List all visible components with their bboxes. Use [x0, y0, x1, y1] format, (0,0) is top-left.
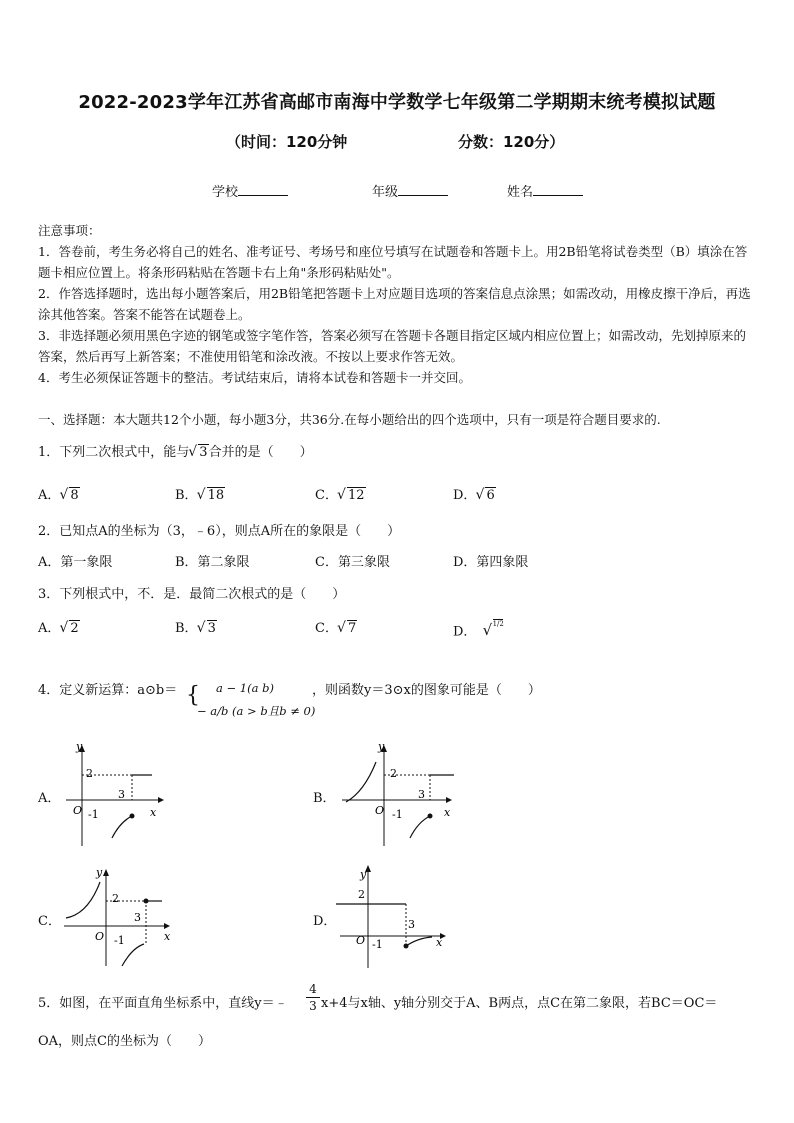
school-field: [212, 181, 288, 200]
q2-option-a[interactable]: A．第一象限: [38, 555, 113, 570]
q2-option-d[interactable]: D．第四象限: [453, 555, 529, 570]
q3-option-a[interactable]: A．√ 2: [38, 617, 80, 636]
question-5-stem-line-1b: x+4与x轴、y轴分别交于A、B两点，点C在第二象限，若BC＝OC＝: [321, 996, 718, 1011]
svg-text:x: x: [150, 806, 157, 819]
svg-text:O: O: [356, 934, 366, 947]
graph-c: [60, 866, 180, 970]
q1-prefix: 1．下列二次根式中，能与: [38, 445, 190, 460]
svg-text:x: x: [436, 936, 443, 949]
sqrt-icon: √ 3: [189, 445, 208, 460]
note-item-3: 3．非选择题必须用黑色字迹的钢笔或签字笔作答，答案必须写在答题卡各题目指定区域内相应位置上；如需改动，先划掉原来的答案，然后再写上新答案；不准使用铅笔和涂改液。不按以上要求作答无效。: [38, 328, 746, 364]
q5-fraction: 4 3: [306, 981, 320, 1014]
svg-text:y: y: [378, 740, 385, 753]
svg-text:y: y: [76, 740, 83, 753]
svg-text:2: 2: [86, 767, 93, 780]
name-label: 姓名: [507, 185, 534, 200]
q2-option-b[interactable]: B．第二象限: [175, 555, 250, 570]
q4-option-c[interactable]: C．: [38, 914, 61, 929]
q4-case-1: a − 1(a b): [216, 681, 274, 695]
q2-option-c[interactable]: C．第三象限: [315, 555, 390, 570]
q4-option-b[interactable]: B．: [313, 791, 336, 806]
q3-option-c[interactable]: C．√ 7: [315, 617, 357, 636]
q4-case-2: − a/b (a > b且b ≠ 0): [197, 704, 316, 718]
question-3-stem: 3．下列根式中，不．是．最简二次根式的是（ ）: [38, 587, 346, 602]
section-heading: 一、选择题：本大题共12个小题，每小题3分，共36分.在每小题给出的四个选项中，只有一项是符合题目要求的.: [38, 412, 661, 427]
notes-heading: 注意事项：: [38, 223, 101, 238]
q1-suffix: 合并的是（ ）: [208, 445, 313, 460]
sqrt-fraction-icon: √ 1/2: [482, 620, 504, 639]
svg-text:O: O: [375, 804, 385, 817]
svg-text:-1: -1: [372, 938, 383, 951]
note-item-1: 1．答卷前，考生务必将自己的姓名、准考证号、考场号和座位号填写在试题卷和答题卡上。用2B铅笔将试卷类型（B）填涂在答题卡相应位置上。将条形码粘贴在答题卡右上角"条形码粘贴处"。: [38, 244, 748, 280]
school-label: 学校: [212, 185, 239, 200]
svg-text:-1: -1: [392, 808, 403, 821]
page-title: 2022-2023学年江苏省高邮市南海中学数学七年级第二学期期末统考模拟试题: [78, 92, 716, 113]
notes-block: [38, 220, 758, 388]
note-item-2: 2．作答选择题时，选出每小题答案后，用2B铅笔把答题卡上对应题目选项的答案信息点涂黑；如需改动，用橡皮擦干净后，再选涂其他答案。答案不能答在试题卷上。: [38, 286, 751, 322]
graph-a: [62, 740, 172, 850]
question-2-stem: 2．已知点A的坐标为（3，﹣6），则点A所在的象限是（ ）: [38, 524, 401, 539]
svg-text:-1: -1: [88, 808, 99, 821]
name-blank: [533, 183, 583, 196]
graph-d: [336, 862, 456, 970]
svg-text:x: x: [444, 806, 451, 819]
question-5-stem-line-2: OA，则点C的坐标为（ ）: [38, 1034, 211, 1049]
svg-text:2: 2: [390, 767, 397, 780]
grade-field: [372, 181, 448, 200]
svg-text:3: 3: [118, 788, 125, 801]
q1-option-d[interactable]: D．√ 6: [453, 484, 496, 503]
svg-text:O: O: [95, 930, 105, 943]
svg-text:O: O: [73, 804, 83, 817]
q4-option-a[interactable]: A．: [38, 791, 61, 806]
svg-text:3: 3: [408, 918, 415, 931]
q4-prefix: 4．定义新运算：a⊙b＝: [38, 683, 178, 698]
svg-text:-1: -1: [114, 934, 125, 947]
q1-option-c[interactable]: C．√ 12: [315, 484, 366, 503]
exam-score: 分数：120分）: [458, 133, 565, 151]
q3-option-d[interactable]: D． √ 1/2: [453, 617, 505, 647]
graph-b: [338, 740, 458, 850]
brace-icon: {: [186, 683, 200, 708]
grade-label: 年级: [372, 185, 399, 200]
svg-text:2: 2: [112, 892, 119, 905]
q3-option-b[interactable]: B．√ 3: [175, 617, 217, 636]
question-1-stem: [38, 441, 313, 460]
q1-option-b[interactable]: B．√ 18: [175, 484, 225, 503]
question-5-stem-line-1: 5．如图，在平面直角坐标系中，直线y＝﹣: [38, 996, 288, 1011]
note-item-4: 4．考生必须保证答题卡的整洁。考试结束后，请将本试卷和答题卡一并交回。: [38, 370, 471, 385]
svg-text:y: y: [360, 868, 367, 881]
name-field: [507, 181, 583, 200]
svg-text:2: 2: [358, 888, 365, 901]
svg-text:3: 3: [418, 788, 425, 801]
school-blank: [238, 183, 288, 196]
q4-suffix: ，则函数y＝3⊙x的图象可能是（ ）: [312, 683, 541, 698]
svg-text:3: 3: [134, 911, 141, 924]
svg-text:x: x: [164, 930, 171, 943]
svg-text:y: y: [96, 866, 103, 879]
question-4-stem: [38, 679, 177, 698]
q4-option-d[interactable]: D．: [313, 914, 337, 929]
exam-time: （时间：120分钟: [226, 133, 348, 151]
grade-blank: [398, 183, 448, 196]
q1-option-a[interactable]: A．√ 8: [38, 484, 80, 503]
